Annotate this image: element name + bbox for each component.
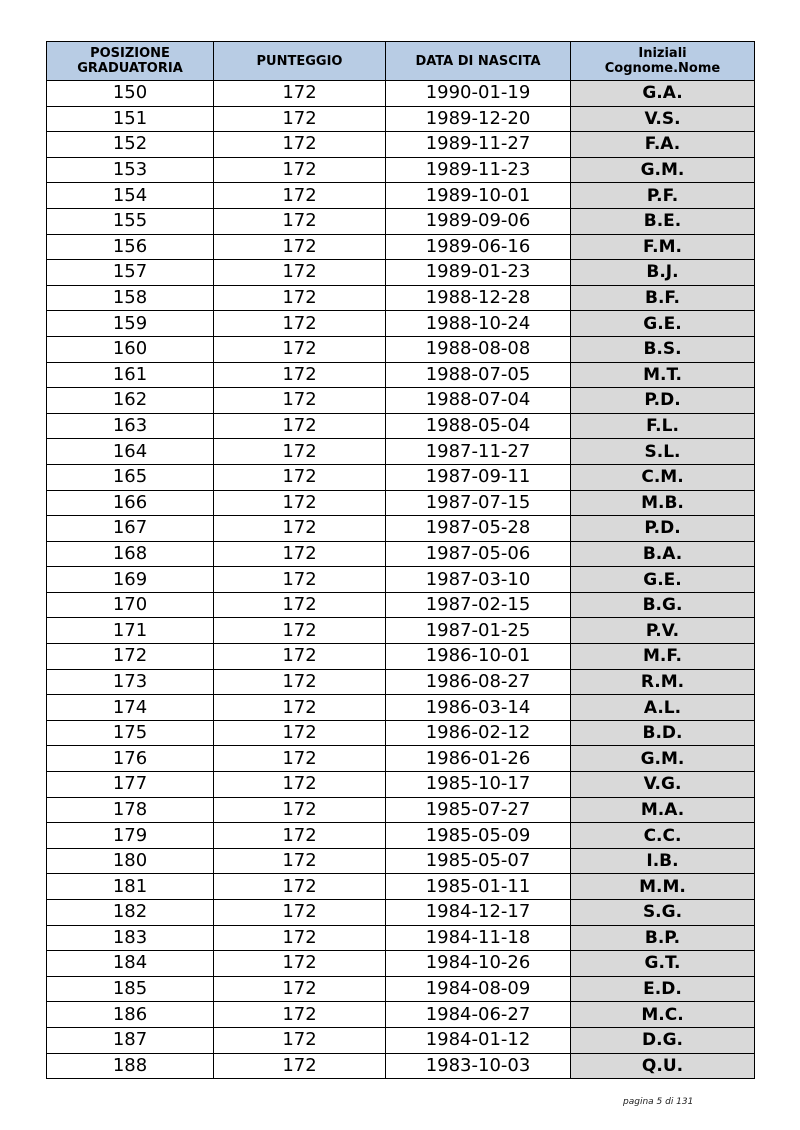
cell-position: 187 — [47, 1027, 214, 1053]
cell-initials: R.M. — [571, 669, 755, 695]
cell-score: 172 — [214, 1053, 386, 1079]
cell-position: 158 — [47, 285, 214, 311]
cell-initials: V.G. — [571, 772, 755, 798]
table-row — [47, 644, 755, 670]
cell-score: 172 — [214, 644, 386, 670]
cell-birth-date: 1985-05-09 — [386, 823, 571, 849]
cell-score: 172 — [214, 132, 386, 158]
cell-birth-date: 1987-02-15 — [386, 592, 571, 618]
cell-birth-date: 1988-07-05 — [386, 362, 571, 388]
cell-position: 182 — [47, 900, 214, 926]
cell-position: 169 — [47, 567, 214, 593]
table-row — [47, 848, 755, 874]
cell-initials: B.S. — [571, 336, 755, 362]
ranking-table — [46, 41, 755, 1079]
cell-birth-date: 1990-01-19 — [386, 81, 571, 107]
cell-position: 175 — [47, 720, 214, 746]
table-row — [47, 439, 755, 465]
header-position-line1: POSIZIONE — [90, 46, 170, 61]
cell-position: 168 — [47, 541, 214, 567]
table-row — [47, 618, 755, 644]
cell-position: 184 — [47, 951, 214, 977]
table-row — [47, 951, 755, 977]
cell-score: 172 — [214, 260, 386, 286]
cell-position: 150 — [47, 81, 214, 107]
cell-score: 172 — [214, 848, 386, 874]
cell-initials: C.M. — [571, 464, 755, 490]
cell-initials: Q.U. — [571, 1053, 755, 1079]
table-row — [47, 132, 755, 158]
cell-score: 172 — [214, 695, 386, 721]
cell-initials: S.G. — [571, 900, 755, 926]
table-row — [47, 234, 755, 260]
cell-birth-date: 1988-10-24 — [386, 311, 571, 337]
table-row — [47, 925, 755, 951]
cell-initials: V.S. — [571, 106, 755, 132]
cell-birth-date: 1986-02-12 — [386, 720, 571, 746]
table-row — [47, 695, 755, 721]
cell-birth-date: 1987-07-15 — [386, 490, 571, 516]
cell-initials: G.E. — [571, 567, 755, 593]
cell-birth-date: 1984-08-09 — [386, 976, 571, 1002]
cell-score: 172 — [214, 541, 386, 567]
cell-birth-date: 1987-09-11 — [386, 464, 571, 490]
cell-score: 172 — [214, 516, 386, 542]
cell-position: 186 — [47, 1002, 214, 1028]
cell-initials: D.G. — [571, 1027, 755, 1053]
cell-birth-date: 1987-05-28 — [386, 516, 571, 542]
cell-birth-date: 1989-01-23 — [386, 260, 571, 286]
cell-score: 172 — [214, 413, 386, 439]
cell-position: 161 — [47, 362, 214, 388]
cell-position: 179 — [47, 823, 214, 849]
cell-position: 174 — [47, 695, 214, 721]
cell-position: 163 — [47, 413, 214, 439]
cell-birth-date: 1987-01-25 — [386, 618, 571, 644]
cell-birth-date: 1984-06-27 — [386, 1002, 571, 1028]
table-row — [47, 106, 755, 132]
cell-birth-date: 1984-10-26 — [386, 951, 571, 977]
cell-position: 188 — [47, 1053, 214, 1079]
table-row — [47, 183, 755, 209]
header-initials-line2: Cognome.Nome — [604, 61, 721, 76]
cell-birth-date: 1988-07-04 — [386, 388, 571, 414]
cell-birth-date: 1989-11-27 — [386, 132, 571, 158]
header-score: PUNTEGGIO — [214, 42, 386, 81]
cell-score: 172 — [214, 900, 386, 926]
cell-score: 172 — [214, 925, 386, 951]
cell-position: 162 — [47, 388, 214, 414]
cell-initials: B.P. — [571, 925, 755, 951]
header-row — [47, 42, 755, 81]
cell-birth-date: 1986-01-26 — [386, 746, 571, 772]
cell-score: 172 — [214, 439, 386, 465]
cell-initials: F.A. — [571, 132, 755, 158]
cell-birth-date: 1989-12-20 — [386, 106, 571, 132]
cell-birth-date: 1989-06-16 — [386, 234, 571, 260]
cell-birth-date: 1988-12-28 — [386, 285, 571, 311]
cell-initials: F.M. — [571, 234, 755, 260]
cell-initials: B.G. — [571, 592, 755, 618]
cell-birth-date: 1987-03-10 — [386, 567, 571, 593]
cell-birth-date: 1989-09-06 — [386, 208, 571, 234]
cell-score: 172 — [214, 388, 386, 414]
cell-initials: E.D. — [571, 976, 755, 1002]
cell-position: 151 — [47, 106, 214, 132]
cell-birth-date: 1988-08-08 — [386, 336, 571, 362]
cell-position: 156 — [47, 234, 214, 260]
cell-score: 172 — [214, 285, 386, 311]
table-row — [47, 592, 755, 618]
table-row — [47, 311, 755, 337]
cell-birth-date: 1985-07-27 — [386, 797, 571, 823]
cell-score: 172 — [214, 592, 386, 618]
cell-initials: G.M. — [571, 746, 755, 772]
cell-initials: B.E. — [571, 208, 755, 234]
cell-score: 172 — [214, 951, 386, 977]
cell-initials: C.C. — [571, 823, 755, 849]
cell-score: 172 — [214, 464, 386, 490]
cell-position: 183 — [47, 925, 214, 951]
cell-score: 172 — [214, 106, 386, 132]
header-position-line2: GRADUATORIA — [77, 61, 183, 76]
table-row — [47, 772, 755, 798]
page-number: pagina 5 di 131 — [623, 1097, 694, 1107]
cell-birth-date: 1985-01-11 — [386, 874, 571, 900]
cell-position: 153 — [47, 157, 214, 183]
cell-birth-date: 1986-10-01 — [386, 644, 571, 670]
table-row — [47, 976, 755, 1002]
cell-position: 160 — [47, 336, 214, 362]
cell-score: 172 — [214, 976, 386, 1002]
cell-birth-date: 1989-10-01 — [386, 183, 571, 209]
cell-score: 172 — [214, 234, 386, 260]
cell-score: 172 — [214, 362, 386, 388]
cell-score: 172 — [214, 823, 386, 849]
cell-initials: F.L. — [571, 413, 755, 439]
cell-position: 155 — [47, 208, 214, 234]
header-initials-line1: Iniziali — [638, 46, 687, 61]
cell-position: 165 — [47, 464, 214, 490]
cell-initials: M.M. — [571, 874, 755, 900]
table-header — [47, 42, 755, 81]
cell-initials: G.E. — [571, 311, 755, 337]
cell-score: 172 — [214, 720, 386, 746]
cell-score: 172 — [214, 490, 386, 516]
cell-position: 173 — [47, 669, 214, 695]
cell-initials: M.A. — [571, 797, 755, 823]
cell-score: 172 — [214, 618, 386, 644]
table-row — [47, 746, 755, 772]
cell-position: 170 — [47, 592, 214, 618]
cell-position: 157 — [47, 260, 214, 286]
cell-position: 166 — [47, 490, 214, 516]
table-row — [47, 669, 755, 695]
cell-position: 154 — [47, 183, 214, 209]
table-row — [47, 720, 755, 746]
table-row — [47, 464, 755, 490]
cell-initials: I.B. — [571, 848, 755, 874]
cell-initials: M.F. — [571, 644, 755, 670]
cell-initials: M.B. — [571, 490, 755, 516]
table-row — [47, 797, 755, 823]
cell-birth-date: 1984-12-17 — [386, 900, 571, 926]
cell-position: 171 — [47, 618, 214, 644]
table-row — [47, 567, 755, 593]
table-row — [47, 1002, 755, 1028]
cell-initials: B.F. — [571, 285, 755, 311]
table-row — [47, 1027, 755, 1053]
table-row — [47, 900, 755, 926]
table-row — [47, 285, 755, 311]
cell-initials: M.C. — [571, 1002, 755, 1028]
cell-initials: G.A. — [571, 81, 755, 107]
table-row — [47, 157, 755, 183]
cell-initials: B.D. — [571, 720, 755, 746]
cell-score: 172 — [214, 746, 386, 772]
cell-initials: P.D. — [571, 388, 755, 414]
cell-score: 172 — [214, 336, 386, 362]
cell-birth-date: 1985-10-17 — [386, 772, 571, 798]
table-row — [47, 208, 755, 234]
cell-score: 172 — [214, 874, 386, 900]
cell-initials: B.A. — [571, 541, 755, 567]
cell-position: 152 — [47, 132, 214, 158]
table-row — [47, 1053, 755, 1079]
cell-position: 181 — [47, 874, 214, 900]
cell-initials: G.M. — [571, 157, 755, 183]
table-row — [47, 362, 755, 388]
cell-score: 172 — [214, 183, 386, 209]
cell-score: 172 — [214, 311, 386, 337]
cell-score: 172 — [214, 208, 386, 234]
cell-position: 164 — [47, 439, 214, 465]
cell-position: 159 — [47, 311, 214, 337]
ranking-table-container — [46, 41, 754, 1079]
table-row — [47, 874, 755, 900]
header-birth-date: DATA DI NASCITA — [386, 42, 571, 81]
cell-birth-date: 1987-05-06 — [386, 541, 571, 567]
cell-score: 172 — [214, 797, 386, 823]
table-row — [47, 823, 755, 849]
cell-birth-date: 1986-03-14 — [386, 695, 571, 721]
cell-initials: B.J. — [571, 260, 755, 286]
cell-birth-date: 1984-01-12 — [386, 1027, 571, 1053]
table-row — [47, 81, 755, 107]
cell-score: 172 — [214, 81, 386, 107]
cell-initials: P.F. — [571, 183, 755, 209]
table-row — [47, 541, 755, 567]
cell-initials: P.D. — [571, 516, 755, 542]
cell-score: 172 — [214, 157, 386, 183]
cell-birth-date: 1983-10-03 — [386, 1053, 571, 1079]
cell-birth-date: 1986-08-27 — [386, 669, 571, 695]
header-position — [47, 42, 214, 81]
cell-birth-date: 1987-11-27 — [386, 439, 571, 465]
cell-position: 180 — [47, 848, 214, 874]
cell-initials: P.V. — [571, 618, 755, 644]
cell-birth-date: 1984-11-18 — [386, 925, 571, 951]
cell-score: 172 — [214, 669, 386, 695]
table-row — [47, 413, 755, 439]
cell-position: 178 — [47, 797, 214, 823]
cell-initials: G.T. — [571, 951, 755, 977]
cell-score: 172 — [214, 772, 386, 798]
table-row — [47, 490, 755, 516]
cell-position: 185 — [47, 976, 214, 1002]
cell-position: 176 — [47, 746, 214, 772]
cell-birth-date: 1988-05-04 — [386, 413, 571, 439]
cell-position: 172 — [47, 644, 214, 670]
table-body — [47, 81, 755, 1079]
cell-score: 172 — [214, 1027, 386, 1053]
header-initials — [571, 42, 755, 81]
cell-position: 167 — [47, 516, 214, 542]
cell-initials: S.L. — [571, 439, 755, 465]
table-row — [47, 516, 755, 542]
table-row — [47, 260, 755, 286]
cell-initials: A.L. — [571, 695, 755, 721]
cell-score: 172 — [214, 567, 386, 593]
cell-birth-date: 1989-11-23 — [386, 157, 571, 183]
cell-birth-date: 1985-05-07 — [386, 848, 571, 874]
table-row — [47, 336, 755, 362]
cell-position: 177 — [47, 772, 214, 798]
cell-score: 172 — [214, 1002, 386, 1028]
cell-initials: M.T. — [571, 362, 755, 388]
table-row — [47, 388, 755, 414]
